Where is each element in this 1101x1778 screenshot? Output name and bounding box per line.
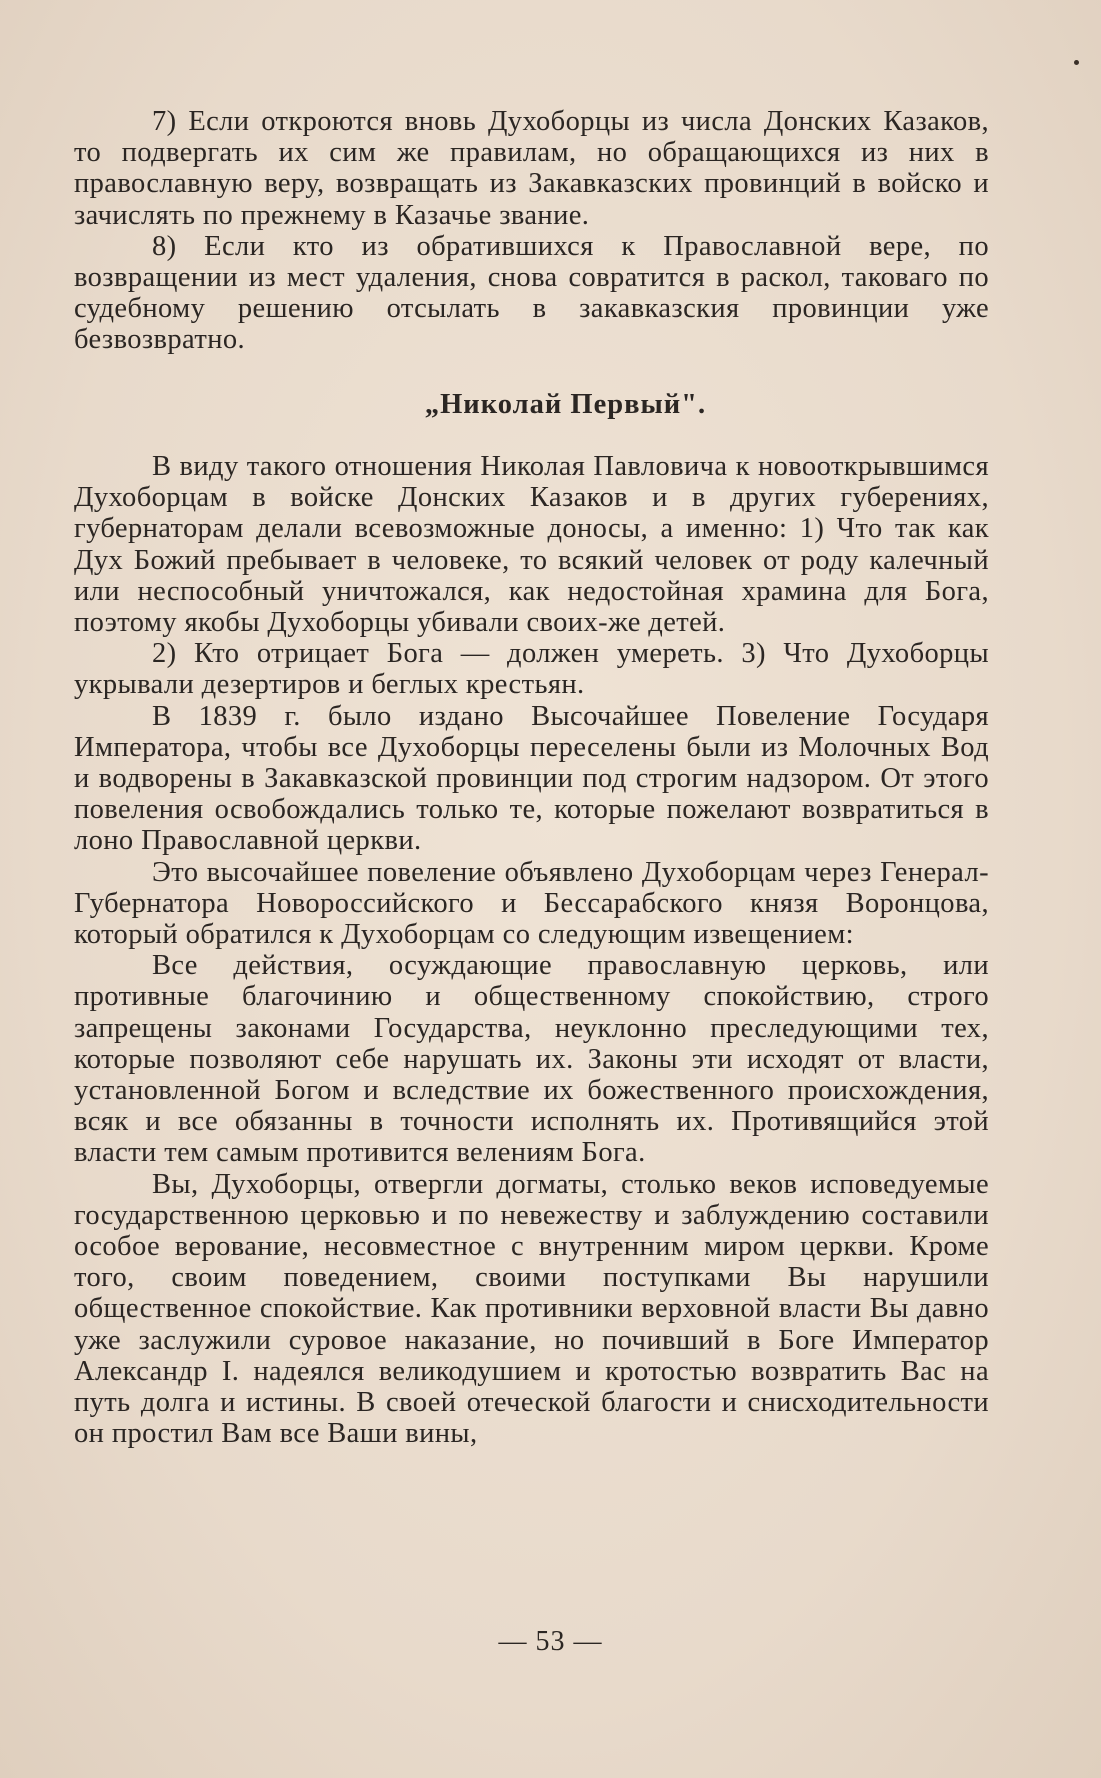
main-section bbox=[74, 451, 989, 1450]
signature: „Николай Первый". bbox=[424, 389, 707, 420]
page-number: — 53 — bbox=[498, 1626, 603, 1657]
ink-speck bbox=[1074, 60, 1079, 65]
paragraph: 7) Если откроются вновь Духоборцы из числа Донских Казаков, то подвергать их сим же правилам, но обращающихся из них в православную веру, возвращать из Закавказских провинций в войско и зачислять по прежнему в Казачье звание. bbox=[74, 106, 989, 231]
paragraph: Вы, Духоборцы, отвергли догматы, столько веков исповедуемые государственною церковью и по невежеству и заблуждению составили особое верование, несовместное с внутренним миром церкви. Кроме того, своим поведением, своими поступками Вы нарушили общественное спокойствие. Как противники верховной власти Вы давно уже заслужили суровое наказание, но почивший в Боге Император Александр I. надеялся великодушием и кротостью возвратить Вас на путь долга и истины. В своей отеческой благости и снисходительности он простил Вам все Ваши вины, bbox=[74, 1168, 989, 1450]
paragraph: Все действия, осуждающие православную церковь, или противные благочинию и общественному спокойствию, строго запрещены законами Государства, неуклонно преследующими тех, которые позволяют себе нарушать их. Законы эти исходят от власти, установленной Богом и вследствие их божественного происхождения, всяк и все обязанны в точности исполнять их. Противящийся этой власти тем самым противится велениям Бога. bbox=[74, 950, 989, 1169]
paragraph: 2) Кто отрицает Бога — должен умереть. 3) Что Духоборцы укрывали дезертиров и беглых крестьян. bbox=[74, 638, 989, 701]
paragraph: Это высочайшее повеление объявлено Духоборцам через Генерал-Губернатора Новороссийского и Бессарабского князя Воронцова, который обратился к Духоборцам со следующим извещением: bbox=[74, 856, 989, 951]
paragraph: 8) Если кто из обратившихся к Православной вере, по возвращении из мест удаления, снова совратится в раскол, таковаго по судебному решению отсылать в закавказския провинции уже безвозвратно. bbox=[74, 230, 989, 356]
paragraph: В 1839 г. было издано Высочайшее Повеление Государя Императора, чтобы все Духоборцы переселены были из Молочных Вод и водворены в Закавказской провинции под строгим надзором. От этого повеления освобождались только те, которые пожелают возвратиться в лоно Православной церкви. bbox=[74, 700, 989, 857]
paragraph: В виду такого отношения Николая Павловича к новооткрывшимся Духоборцам в войске Донских Казаков и в других губерениях, губернаторам делали всевозможные доносы, а именно: 1) Что так как Дух Божий пребывает в человеке, то всякий человек от роду калечный или неспособный уничтожался, как недостойная храмина для Бога, поэтому якобы Духоборцы убивали своих-же детей. bbox=[74, 451, 989, 639]
top-section bbox=[74, 106, 989, 356]
